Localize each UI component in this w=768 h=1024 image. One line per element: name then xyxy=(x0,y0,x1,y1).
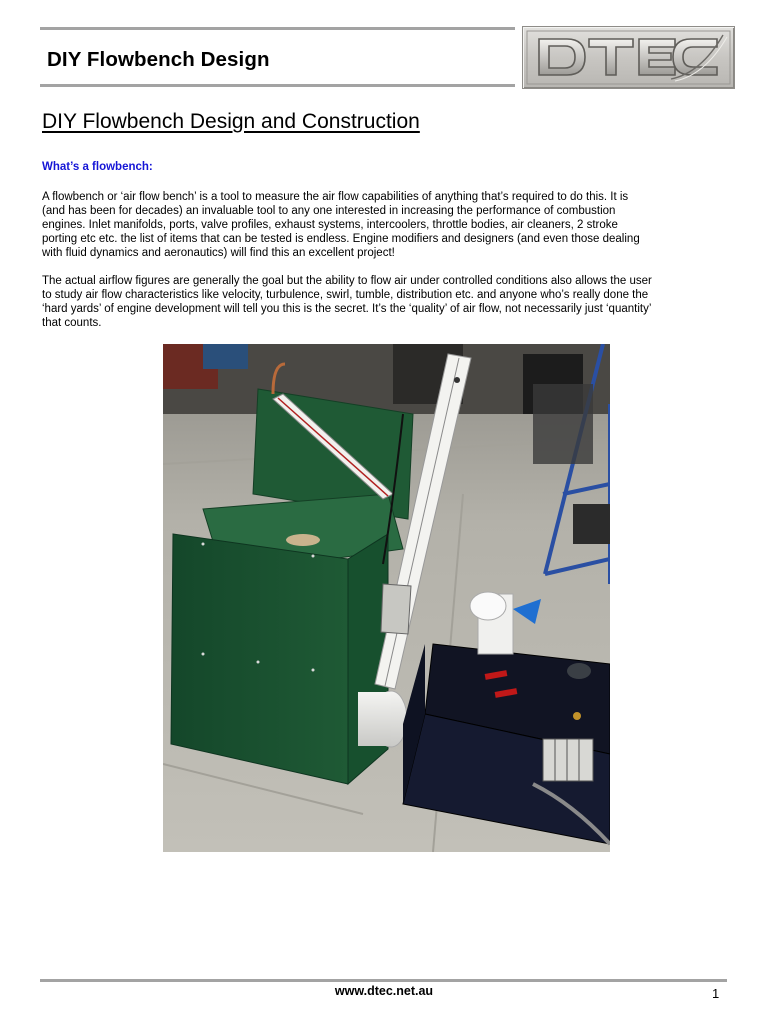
header-title: DIY Flowbench Design xyxy=(47,48,270,71)
paragraph-line: (and has been for decades) an invaluable tool to any one interested in increasing the performance of combustion xyxy=(42,205,616,217)
footer-url[interactable]: www.dtec.net.au xyxy=(334,984,434,998)
page-number: 1 xyxy=(712,986,720,1001)
paragraph-line: to study air flow characteristics like velocity, turbulence, swirl, tumble, distribution etc. and anyone who’s really done the xyxy=(42,289,649,301)
section-heading: What’s a flowbench: xyxy=(42,161,153,173)
document-title: DIY Flowbench Design and Construction xyxy=(42,110,420,133)
paragraph-line: with fluid dynamics and aeronautics) will find this an excellent project! xyxy=(42,247,395,259)
header-top-rule xyxy=(40,27,515,30)
paragraph-line: porting etc etc. the list of items that can be tested is endless. Engine modifiers and designers (and even those dealing xyxy=(42,233,640,245)
header-bottom-rule xyxy=(40,84,515,87)
paragraph-line: A flowbench or ‘air flow bench’ is a tool to measure the air flow capabilities of anything that’s required to do this. It is xyxy=(42,191,629,203)
dtec-logo-graphic xyxy=(523,27,734,88)
dtec-logo xyxy=(522,26,735,89)
paragraph-line: The actual airflow figures are generally the goal but the ability to flow air under controlled conditions also allows the user xyxy=(42,275,652,287)
paragraph-line: engines. Inlet manifolds, ports, valve profiles, exhaust systems, intercoolers, throttle bodies, air cleaners, 2 stroke xyxy=(42,219,618,231)
paragraph-line: that counts. xyxy=(42,317,102,329)
flowbench-photo-graphic xyxy=(163,344,610,852)
footer-rule xyxy=(40,979,727,982)
flowbench-photo xyxy=(163,344,610,852)
paragraph-1 xyxy=(42,190,730,260)
paragraph-line: ‘hard yards’ of engine development will tell you this is the secret. It’s the ‘quality’ of air flow, not necessarily just ‘quantity’ xyxy=(42,303,652,315)
paragraph-2 xyxy=(42,274,730,330)
